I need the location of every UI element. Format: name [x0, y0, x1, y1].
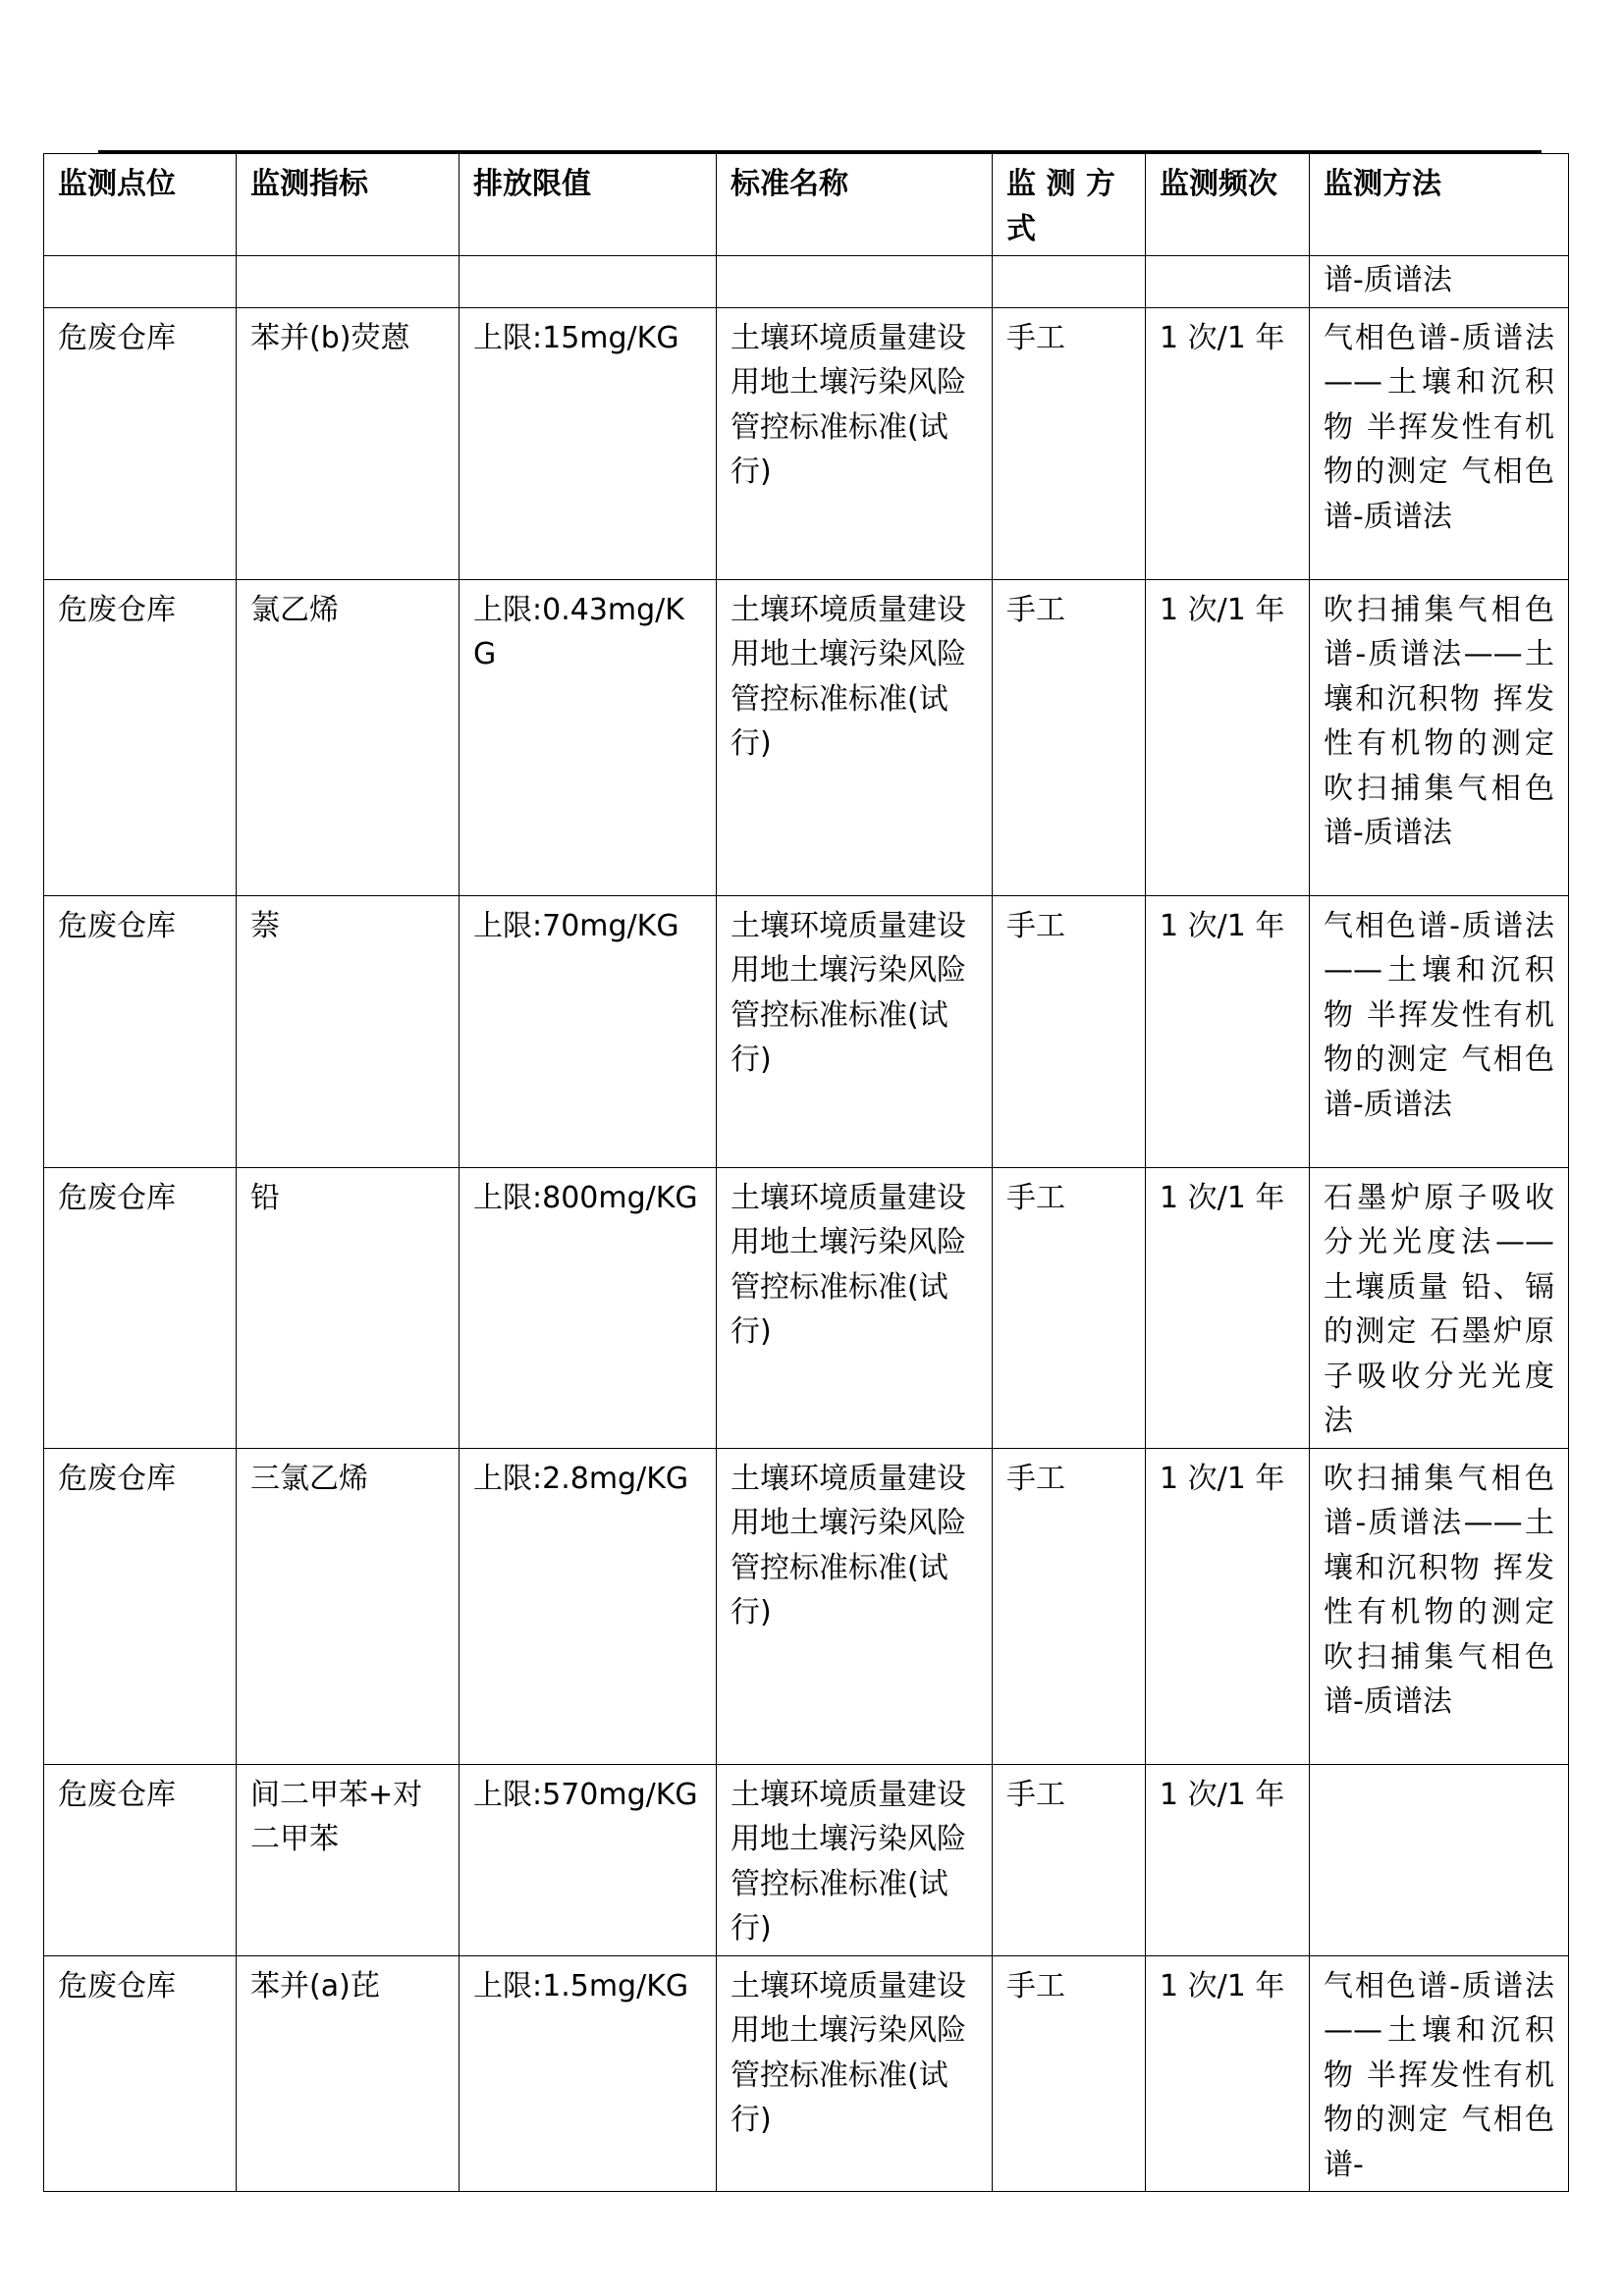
cell-limit: 上限:570mg/KG — [460, 1764, 717, 1955]
header-monitoring-point: 监测点位 — [44, 154, 237, 256]
cell-standard: 土壤环境质量建设用地土壤污染风险管控标准标准(试行) — [717, 307, 993, 579]
cell-limit: 上限:15mg/KG — [460, 307, 717, 579]
cell-indicator: 铅 — [237, 1167, 460, 1448]
cell-point: 危废仓库 — [44, 1955, 237, 2192]
table-header-row — [44, 154, 1569, 256]
cell-point: 危废仓库 — [44, 307, 237, 579]
table-row-continuation — [44, 256, 1569, 308]
cell-mode: 手工 — [993, 895, 1146, 1167]
cell-frequency: 1 次/1 年 — [1146, 1167, 1310, 1448]
cell-standard: 土壤环境质量建设用地土壤污染风险管控标准标准(试行) — [717, 1167, 993, 1448]
cell-method: 气相色谱-质谱法——土壤和沉积物 半挥发性有机物的测定 气相色谱-质谱法 — [1310, 307, 1569, 579]
cell-frequency: 1 次/1 年 — [1146, 307, 1310, 579]
cell-frequency: 1 次/1 年 — [1146, 1448, 1310, 1764]
cell-point: 危废仓库 — [44, 895, 237, 1167]
cell-indicator: 间二甲苯+对二甲苯 — [237, 1764, 460, 1955]
cell-limit: 上限:0.43mg/KG — [460, 579, 717, 895]
cell-mode: 手工 — [993, 1764, 1146, 1955]
cell-frequency: 1 次/1 年 — [1146, 1764, 1310, 1955]
cell-indicator: 三氯乙烯 — [237, 1448, 460, 1764]
cell-limit: 上限:2.8mg/KG — [460, 1448, 717, 1764]
header-monitoring-mode: 监 测 方 式 — [993, 154, 1146, 256]
cell-indicator: 苯并(b)荧蒽 — [237, 307, 460, 579]
cell-indicator: 苯并(a)芘 — [237, 1955, 460, 2192]
cell-indicator: 萘 — [237, 895, 460, 1167]
cell-mode: 手工 — [993, 307, 1146, 579]
cell-mode: 手工 — [993, 1167, 1146, 1448]
cell-standard: 土壤环境质量建设用地土壤污染风险管控标准标准(试行) — [717, 579, 993, 895]
cell-frequency — [1146, 256, 1310, 308]
cell-frequency: 1 次/1 年 — [1146, 579, 1310, 895]
cell-limit: 上限:70mg/KG — [460, 895, 717, 1167]
cell-mode: 手工 — [993, 579, 1146, 895]
cell-standard: 土壤环境质量建设用地土壤污染风险管控标准标准(试行) — [717, 895, 993, 1167]
header-monitoring-indicator: 监测指标 — [237, 154, 460, 256]
cell-mode: 手工 — [993, 1448, 1146, 1764]
cell-method: 气相色谱-质谱法——土壤和沉积物 半挥发性有机物的测定 气相色谱-质谱法 — [1310, 895, 1569, 1167]
cell-standard: 土壤环境质量建设用地土壤污染风险管控标准标准(试行) — [717, 1448, 993, 1764]
cell-standard: 土壤环境质量建设用地土壤污染风险管控标准标准(试行) — [717, 1764, 993, 1955]
cell-point: 危废仓库 — [44, 579, 237, 895]
cell-point: 危废仓库 — [44, 1764, 237, 1955]
table-row — [44, 1764, 1569, 1955]
cell-point: 危废仓库 — [44, 1167, 237, 1448]
cell-method: 谱-质谱法 — [1310, 256, 1569, 308]
table-row — [44, 895, 1569, 1167]
table-row — [44, 307, 1569, 579]
cell-point: 危废仓库 — [44, 1448, 237, 1764]
header-monitoring-frequency: 监测频次 — [1146, 154, 1310, 256]
cell-limit — [460, 256, 717, 308]
cell-indicator: 氯乙烯 — [237, 579, 460, 895]
header-emission-limit: 排放限值 — [460, 154, 717, 256]
cell-frequency: 1 次/1 年 — [1146, 1955, 1310, 2192]
cell-standard: 土壤环境质量建设用地土壤污染风险管控标准标准(试行) — [717, 1955, 993, 2192]
cell-indicator — [237, 256, 460, 308]
header-standard-name: 标准名称 — [717, 154, 993, 256]
monitoring-table — [43, 153, 1569, 2192]
cell-frequency: 1 次/1 年 — [1146, 895, 1310, 1167]
cell-method: 吹扫捕集气相色谱-质谱法——土壤和沉积物 挥发性有机物的测定 吹扫捕集气相色谱-质谱法 — [1310, 579, 1569, 895]
cell-point — [44, 256, 237, 308]
cell-limit: 上限:800mg/KG — [460, 1167, 717, 1448]
table-row — [44, 1448, 1569, 1764]
cell-limit: 上限:1.5mg/KG — [460, 1955, 717, 2192]
cell-method: 气相色谱-质谱法——土壤和沉积物 半挥发性有机物的测定 气相色谱- — [1310, 1955, 1569, 2192]
cell-method: 石墨炉原子吸收分光光度法——土壤质量 铅、镉的测定 石墨炉原子吸收分光光度法 — [1310, 1167, 1569, 1448]
cell-mode — [993, 256, 1146, 308]
cell-method — [1310, 1764, 1569, 1955]
cell-method: 吹扫捕集气相色谱-质谱法——土壤和沉积物 挥发性有机物的测定 吹扫捕集气相色谱-质谱法 — [1310, 1448, 1569, 1764]
table-row — [44, 1167, 1569, 1448]
table-row — [44, 1955, 1569, 2192]
header-monitoring-method: 监测方法 — [1310, 154, 1569, 256]
cell-standard — [717, 256, 993, 308]
cell-mode: 手工 — [993, 1955, 1146, 2192]
table-row — [44, 579, 1569, 895]
